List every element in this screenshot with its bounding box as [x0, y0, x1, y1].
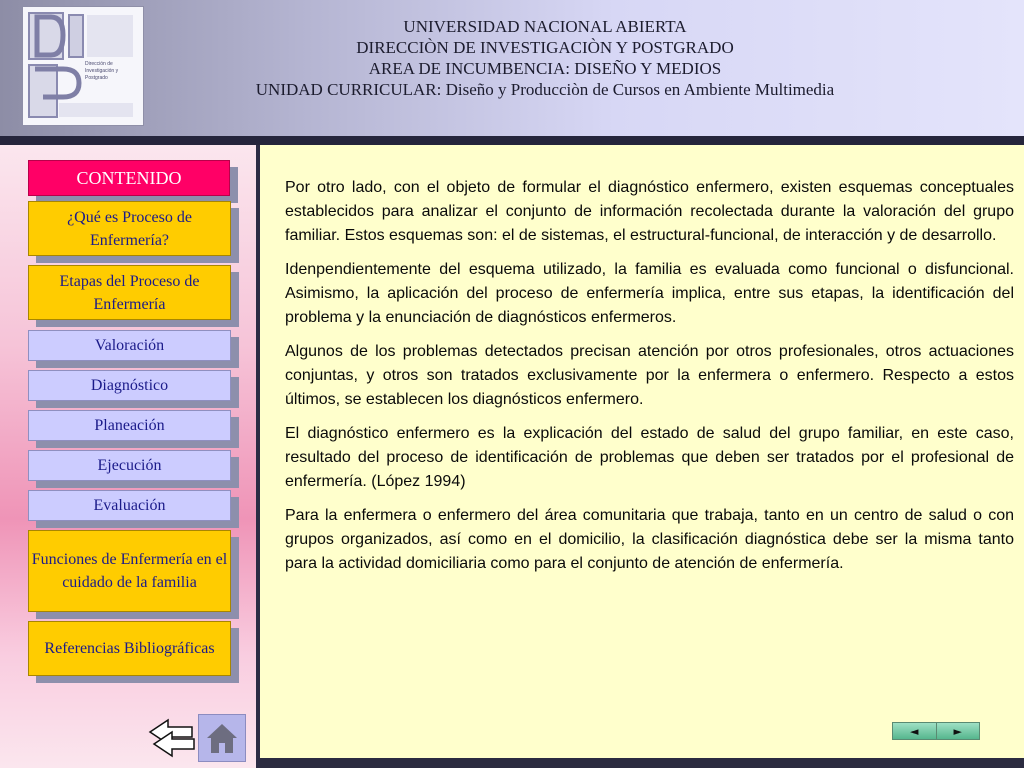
nav-item-que-es-proceso[interactable]: ¿Qué es Proceso de Enfermería?	[28, 201, 231, 256]
next-page-button[interactable]: ►	[936, 723, 980, 739]
nav-header: CONTENIDO	[28, 160, 230, 196]
nav-item-ejecucion[interactable]: Ejecución	[28, 450, 231, 481]
nav-item-diagnostico[interactable]: Diagnóstico	[28, 370, 231, 401]
home-icon	[199, 715, 245, 761]
previous-page-button[interactable]: ◄	[893, 723, 936, 739]
nav-item-referencias[interactable]: Referencias Bibliográficas	[28, 621, 231, 676]
sidebar-divider	[256, 145, 260, 768]
content-paragraph: Para la enfermera o enfermero del área comunitaria que trabaja, tanto en un centro de salud o con grupos organizados, así como en el domicilio, la clasificación diagnóstica debe ser la misma tanto para la actividad domiciliaria como para el conjunto de atención de enfermería.	[285, 507, 1014, 572]
nav-item-planeacion[interactable]: Planeación	[28, 410, 231, 441]
header-title-block	[150, 16, 940, 100]
page-header	[0, 0, 1024, 136]
dip-logo	[22, 6, 144, 126]
logo-subtext	[85, 61, 141, 82]
nav-item-evaluacion[interactable]: Evaluación	[28, 490, 231, 521]
content-paragraph: Por otro lado, con el objeto de formular el diagnóstico enfermero, existen esquemas conceptuales establecidos para analizar el conjunto de información recolectada durante la valoración del grupo familiar. Estos esquemas son: el de sistemas, el estructural-funcional, de interacción y de desarrollo.	[285, 179, 1014, 244]
content-paragraph: Idenpendientemente del esquema utilizado, la familia es evaluada como funcional o disfuncional. Asimismo, la aplicación del proceso de enfermería implica, entre sus etapas, la identificación del problema y la enunciación de diagnósticos enfermeros.	[285, 261, 1014, 326]
content-paragraph: El diagnóstico enfermero es la explicación del estado de salud del grupo familiar, en este caso, resultado del proceso de identificación de problemas que deben ser tratados por el profesional de enfermería. (López 1994)	[285, 425, 1014, 490]
logo-subtext-line: Dirección de	[85, 61, 113, 67]
logo-subtext-line: Investigación y	[85, 68, 119, 74]
direction-title: DIRECCIÒN DE INVESTIGACIÒN Y POSTGRADO	[356, 38, 734, 57]
main-content	[285, 176, 1014, 586]
content-paragraph: Algunos de los problemas detectados precisan atención por otros profesionales, otros actuaciones conjuntas, y otros son tratados exclusivamente por la enfermera o enfermero. Respecto a estos últimos, se establecen los diagnósticos enfermero.	[285, 343, 1014, 408]
university-title: UNIVERSIDAD NACIONAL ABIERTA	[403, 17, 687, 36]
footer-divider	[260, 758, 1024, 768]
page-navigator	[892, 722, 980, 740]
logo-subtext-line: Postgrado	[85, 75, 108, 81]
area-title: AREA DE INCUMBENCIA: DISEÑO Y MEDIOS	[368, 59, 722, 78]
back-arrows-icon[interactable]	[148, 718, 196, 758]
unit-title: UNIDAD CURRICULAR: Diseño y Producciòn de Cursos en Ambiente Multimedia	[255, 80, 835, 99]
header-divider	[0, 136, 1024, 145]
nav-item-etapas-proceso[interactable]: Etapas del Proceso de Enfermería	[28, 265, 231, 320]
nav-item-valoracion[interactable]: Valoración	[28, 330, 231, 361]
nav-item-funciones-enfermeria[interactable]: Funciones de Enfermería en el cuidado de la familia	[28, 530, 231, 612]
home-button[interactable]	[198, 714, 246, 762]
